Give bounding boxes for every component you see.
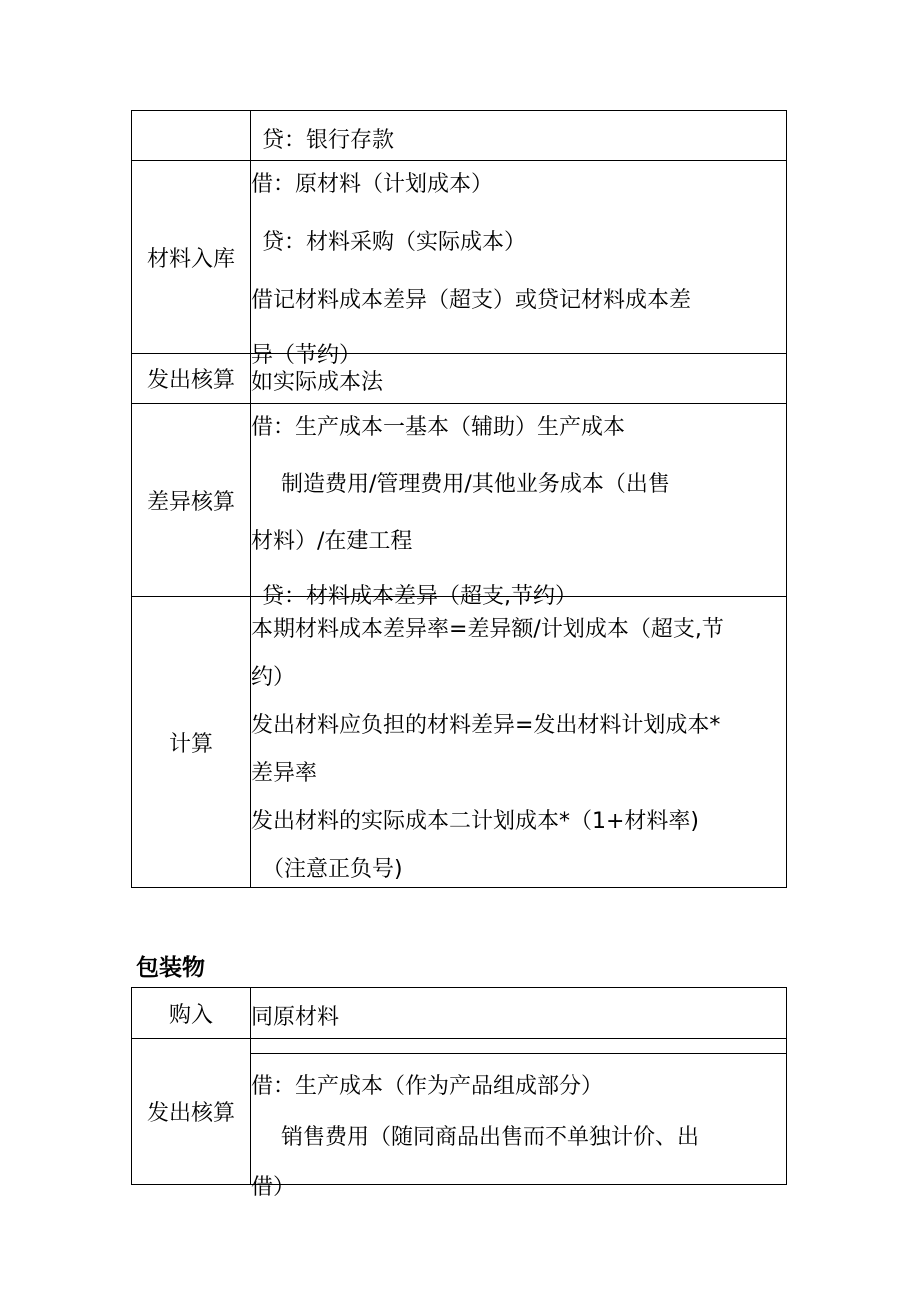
row-content (251, 354, 786, 403)
row-label: 计算 (132, 597, 251, 887)
entry-line: 销售费用（随同商品出售而不单独计价、出 (281, 1125, 700, 1150)
entry-line: 贷：银行存款 (262, 128, 395, 153)
row-label: 发出核算 (132, 354, 251, 403)
entry-line: 如实际成本法 (251, 370, 384, 395)
entry-line: 同原材料 (251, 1005, 340, 1030)
row-content (251, 404, 786, 609)
row-content (251, 597, 786, 887)
row-inbound (131, 160, 787, 368)
row-variance (131, 403, 787, 609)
row-issue (131, 353, 787, 404)
row-purchase (131, 987, 787, 1039)
entry-line: 借） (251, 1175, 296, 1200)
formula-line: 发出材料的实际成本二计划成本*（1+材料率) (251, 809, 700, 834)
formula-line: 发出材料应负担的材料差异=发出材料计划成本* (251, 713, 721, 738)
section-heading: 包装物 (136, 955, 205, 981)
row-calc (131, 596, 787, 888)
divider (251, 1053, 786, 1054)
formula-line: （注意正负号) (262, 857, 403, 882)
entry-line: 材料）/在建工程 (251, 529, 413, 554)
entry-line: 借：生产成本（作为产品组成部分） (251, 1074, 604, 1099)
row-content (251, 988, 786, 1038)
row-label: 购入 (132, 988, 251, 1038)
entry-line: 借：原材料（计划成本） (251, 172, 494, 197)
entry-line: 贷：材料采购（实际成本） (262, 230, 527, 255)
row-content (251, 1039, 786, 1200)
row-label (132, 111, 251, 160)
entry-line: 制造费用/管理费用/其他业务成本（出售 (281, 472, 670, 497)
row-label: 材料入库 (132, 161, 251, 353)
row-label: 差异核算 (132, 404, 251, 596)
row-label: 发出核算 (132, 1039, 251, 1184)
formula-line: 约） (251, 665, 296, 690)
row-content (251, 111, 786, 160)
formula-line: 本期材料成本差异率=差异额/计划成本（超支,节 (251, 617, 724, 642)
entry-line: 贷：材料成本差异（超支,节约） (262, 584, 577, 609)
row-content (251, 161, 786, 368)
entry-line: 借记材料成本差异（超支）或贷记材料成本差 (251, 288, 692, 313)
entry-line: 借：生产成本一基本（辅助）生产成本 (251, 415, 626, 440)
formula-line: 差异率 (251, 761, 318, 786)
entry-line: 异（节约） (251, 343, 362, 368)
row-packaging-issue (131, 1038, 787, 1200)
row-bank (131, 110, 787, 161)
